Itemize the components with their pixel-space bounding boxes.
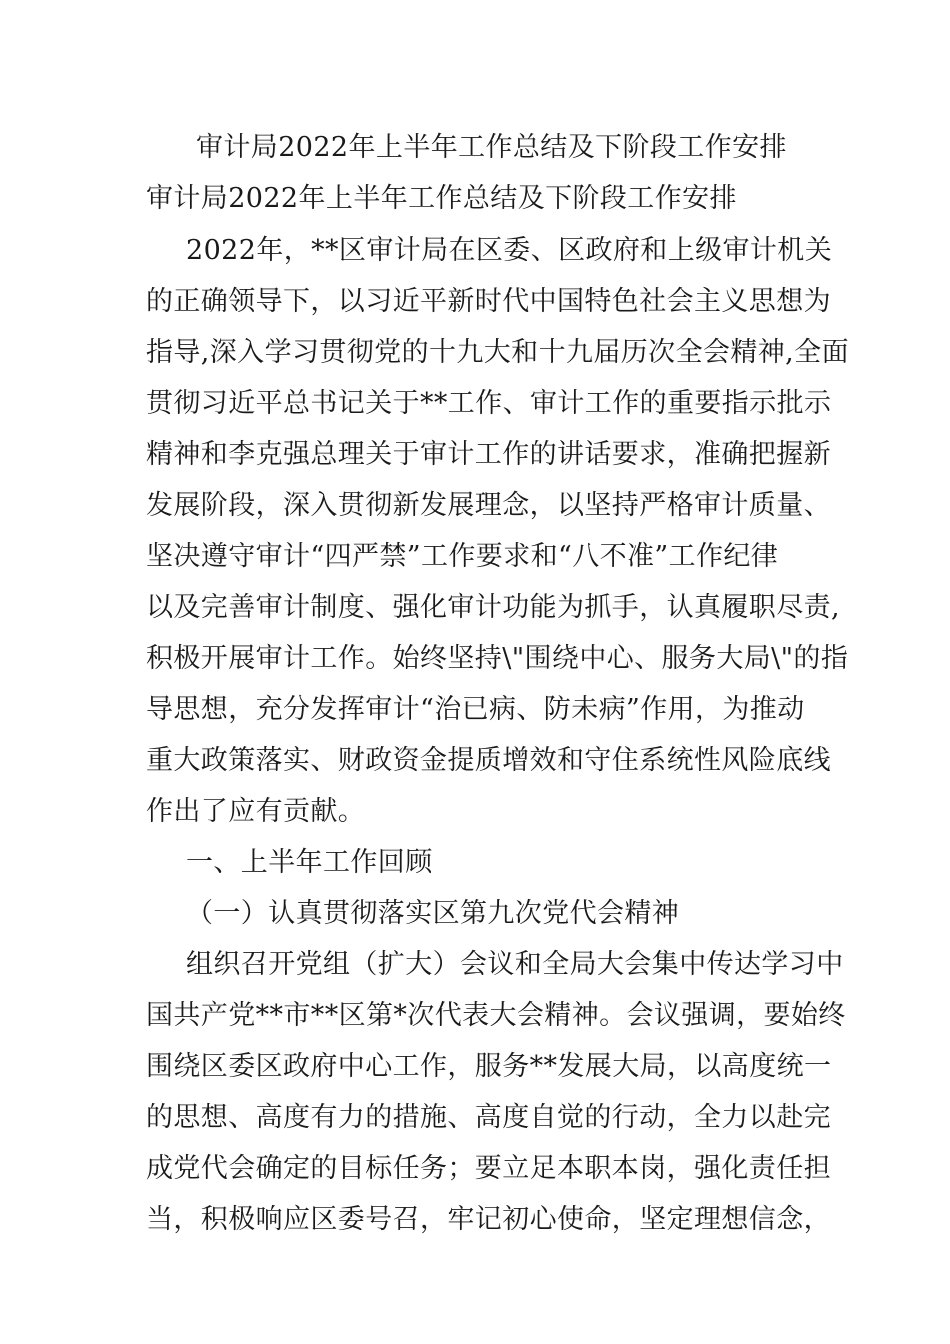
document-subtitle: 审计局2022年上半年工作总结及下阶段工作安排	[146, 183, 737, 214]
paragraph-line: 围绕区委区政府中心工作，服务**发展大局，以高度统一	[146, 1051, 832, 1082]
paragraph-line: 的正确领导下，以习近平新时代中国特色社会主义思想为	[146, 286, 831, 317]
paragraph-line: 当，积极响应区委号召，牢记初心使命，坚定理想信念，	[146, 1204, 831, 1235]
paragraph-line: 贯彻习近平总书记关于**工作、审计工作的重要指示批示	[146, 388, 832, 419]
section-heading: 一、上半年工作回顾	[186, 847, 433, 878]
paragraph-line: 坚决遵守审计“四严禁”工作要求和“八不准”工作纪律	[146, 541, 779, 572]
paragraph-line: 成党代会确定的目标任务；要立足本职本岗，强化责任担	[146, 1153, 831, 1184]
paragraph-line: 重大政策落实、财政资金提质增效和守住系统性风险底线	[146, 745, 831, 776]
document-title: 审计局2022年上半年工作总结及下阶段工作安排	[196, 132, 787, 163]
paragraph-line: 积极开展审计工作。始终坚持\"围绕中心、服务大局\"的指	[146, 643, 849, 674]
paragraph-line: 以及完善审计制度、强化审计功能为抓手，认真履职尽责,	[146, 592, 840, 623]
paragraph-line: 导思想，充分发挥审计“治已病、防未病”作用，为推动	[146, 694, 805, 725]
paragraph-line: 指导,深入学习贯彻党的十九大和十九届历次全会精神,全面	[146, 337, 849, 368]
subsection-heading: （一）认真贯彻落实区第九次党代会精神	[186, 898, 680, 929]
paragraph-line: 作出了应有贡献。	[146, 796, 366, 827]
paragraph-line: 发展阶段，深入贯彻新发展理念，以坚持严格审计质量、	[146, 490, 831, 521]
paragraph-line: 的思想、高度有力的措施、高度自觉的行动，全力以赴完	[146, 1102, 831, 1133]
paragraph-line: 2022年，**区审计局在区委、区政府和上级审计机关	[186, 235, 833, 266]
paragraph-line: 国共产党**市**区第*次代表大会精神。会议强调，要始终	[146, 1000, 846, 1031]
paragraph-line: 组织召开党组（扩大）会议和全局大会集中传达学习中	[186, 949, 844, 980]
paragraph-line: 精神和李克强总理关于审计工作的讲话要求，准确把握新	[146, 439, 831, 470]
